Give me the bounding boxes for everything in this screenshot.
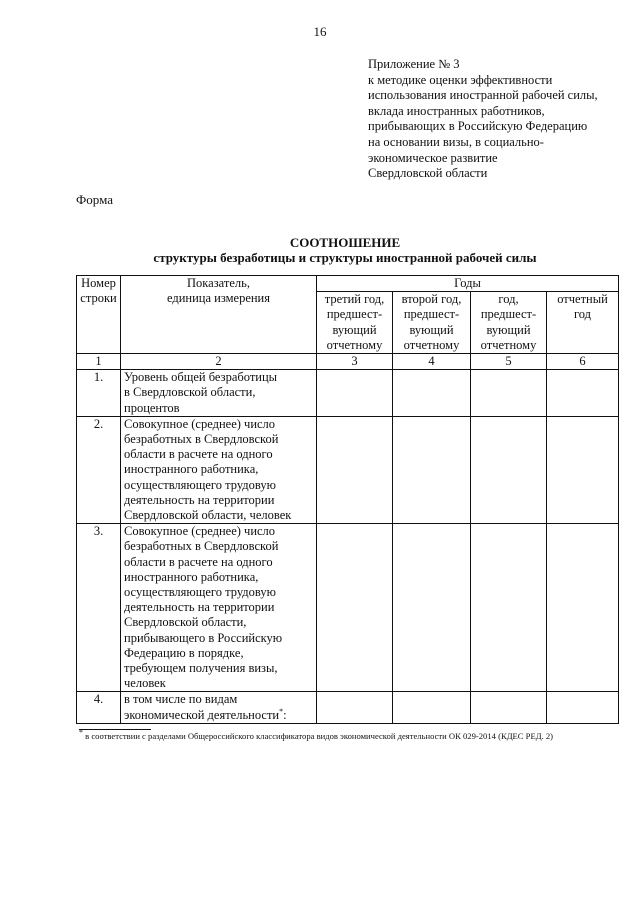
- ratio-table: [76, 275, 619, 724]
- table-row: [77, 370, 619, 417]
- appendix-line: Свердловской области: [368, 166, 488, 181]
- data-cell[interactable]: [471, 692, 547, 723]
- header-year-2: второй год, предшест- вующий отчетному: [393, 292, 471, 354]
- title-line-1: СООТНОШЕНИЕ: [289, 235, 401, 250]
- data-cell[interactable]: [471, 370, 547, 417]
- column-number: 6: [547, 354, 619, 370]
- row-number: 1.: [77, 370, 121, 417]
- table-row: [77, 416, 619, 523]
- column-number: 2: [121, 354, 317, 370]
- row-indicator: Уровень общей безработицы в Свердловской области, процентов: [121, 370, 317, 417]
- appendix-line: на основании визы, в социально-: [368, 134, 544, 149]
- appendix-note: [368, 57, 628, 182]
- form-label: Форма: [76, 192, 113, 207]
- appendix-line: вклада иностранных работников,: [368, 103, 545, 118]
- data-cell[interactable]: [471, 416, 547, 523]
- header-year-3: третий год, предшест- вующий отчетному: [317, 292, 393, 354]
- footnote: [79, 728, 554, 741]
- data-cell[interactable]: [393, 416, 471, 523]
- column-number: 5: [471, 354, 547, 370]
- row-indicator: Совокупное (среднее) число безработных в Свердловской области в расчете на одного иностранного работника, осуществляющего трудовую деятельность на территории Свердловской области, прибывающего в Российскую Федерацию в порядке, требующем получения визы, человек: [121, 524, 317, 692]
- header-indicator: Показатель, единица измерения: [121, 276, 317, 354]
- appendix-line: использования иностранной рабочей силы,: [368, 88, 598, 103]
- row-indicator: Совокупное (среднее) число безработных в Свердловской области в расчете на одного иностранного работника, осуществляющего трудовую деятельность на территории Свердловской области, человек: [121, 416, 317, 523]
- column-number: 1: [77, 354, 121, 370]
- data-cell[interactable]: [471, 524, 547, 692]
- data-cell[interactable]: [547, 692, 619, 723]
- header-year-1: год, предшест- вующий отчетному: [471, 292, 547, 354]
- data-cell[interactable]: [317, 524, 393, 692]
- column-number-row: [77, 354, 619, 370]
- appendix-line: к методике оценки эффективности: [368, 72, 553, 87]
- column-number: 3: [317, 354, 393, 370]
- appendix-line: прибывающих в Российскую Федерацию: [368, 119, 588, 134]
- data-cell[interactable]: [547, 416, 619, 523]
- data-cell[interactable]: [547, 370, 619, 417]
- appendix-line: Приложение № 3: [368, 57, 460, 71]
- footnote-divider: [79, 729, 151, 730]
- data-cell[interactable]: [547, 524, 619, 692]
- table-row: [77, 692, 619, 723]
- row-number: 2.: [77, 416, 121, 523]
- footnote-mark: *: [79, 728, 83, 738]
- column-number: 4: [393, 354, 471, 370]
- header-years: Годы: [317, 276, 619, 292]
- appendix-line: экономическое развитие: [368, 150, 498, 165]
- table-row: [77, 524, 619, 692]
- data-cell[interactable]: [393, 370, 471, 417]
- header-row-number: Номер строки: [77, 276, 121, 354]
- header-reporting-year: отчетный год: [547, 292, 619, 354]
- row-number: 3.: [77, 524, 121, 692]
- document-title: [0, 235, 640, 265]
- footnote-text: в соответствии с разделами Общероссийского классификатора видов экономической деятельности ОК 029-2014 (КДЕС РЕД. 2): [83, 731, 554, 741]
- data-cell[interactable]: [317, 692, 393, 723]
- page-number: 16: [313, 24, 327, 39]
- data-cell[interactable]: [393, 524, 471, 692]
- title-line-2: структуры безработицы и структуры иностранной рабочей силы: [153, 250, 537, 265]
- data-cell[interactable]: [317, 370, 393, 417]
- row-number: 4.: [77, 692, 121, 723]
- footnote-mark: *: [279, 706, 284, 716]
- data-cell[interactable]: [393, 692, 471, 723]
- data-cell[interactable]: [317, 416, 393, 523]
- row-indicator: в том числе по видам экономической деятельности*:: [121, 692, 317, 723]
